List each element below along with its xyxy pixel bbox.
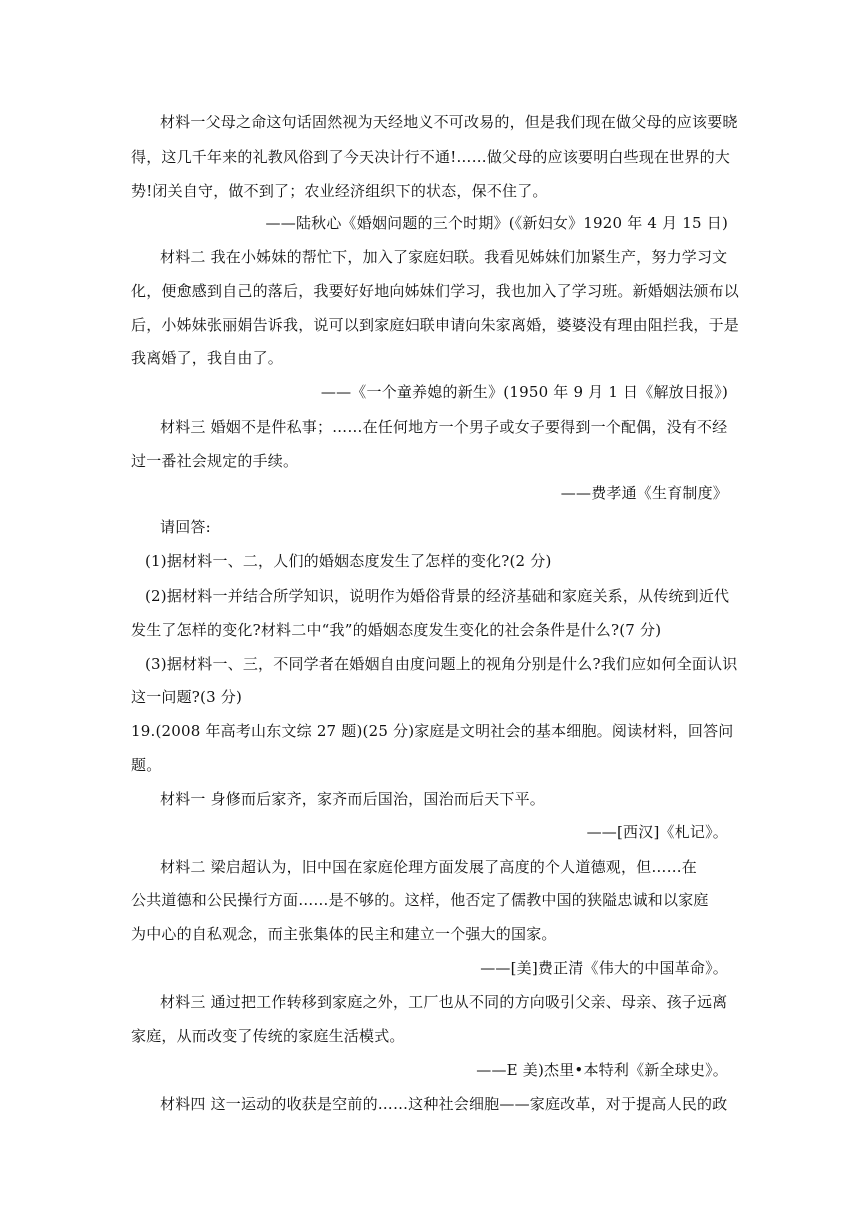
text-line: 这一问题?(3 分) [131, 688, 243, 706]
text-line: 材料三 通过把工作转移到家庭之外，工厂也从不同的方向吸引父亲、母亲、孩子远离 [160, 993, 728, 1011]
text-line: 题。 [131, 756, 162, 774]
text-line: 请回答: [160, 518, 211, 536]
source-citation: ——[西汉]《札记》。 [586, 823, 728, 841]
question-item: (3)据材料一、三，不同学者在婚姻自由度问题上的视角分别是什么?我们应如何全面认识 [145, 655, 738, 673]
text-line: 家庭，从而改变了传统的家庭生活模式。 [131, 1027, 405, 1045]
text-line: 材料四 这一运动的收获是空前的……这种社会细胞——家庭改革，对于提高人民的政 [160, 1095, 728, 1113]
text-line: 材料二 梁启超认为，旧中国在家庭伦理方面发展了高度的个人道德观，但……在 [160, 858, 697, 876]
text-line: 得，这几千年来的礼教风俗到了今天决计行不通!……做父母的应该要明白些现在世界的大 [131, 148, 731, 166]
text-line: 公共道德和公民操行方面……是不够的。这样，他否定了儒教中国的狭隘忠诚和以家庭 [131, 891, 709, 909]
source-citation: ——费孝通《生育制度》 [560, 484, 728, 502]
text-line: 材料二 我在小姊妹的帮忙下，加入了家庭妇联。我看见姊妹们加紧生产，努力学习文 [160, 248, 728, 266]
text-line: 势!闭关自守，做不到了；农业经济组织下的状态，保不住了。 [131, 182, 548, 200]
text-line: 后，小姊妹张丽娟告诉我，说可以到家庭妇联申请向朱家离婚，婆婆没有理由阻拦我，于是 [131, 316, 740, 334]
text-line: 材料一父母之命这句话固然视为天经地义不可改易的，但是我们现在做父母的应该要晓 [160, 113, 738, 131]
text-line: 发生了怎样的变化?材料二中“我”的婚姻态度发生变化的社会条件是什么?(7 分) [131, 621, 662, 639]
source-citation: ——陆秋心《婚姻问题的三个时期》(《新妇女》1920 年 4 月 15 日) [265, 214, 728, 232]
source-citation: ——《一个童养媳的新生》(1950 年 9 月 1 日《解放日报》) [320, 383, 728, 401]
text-line: 我离婚了，我自由了。 [131, 349, 284, 367]
text-line: 过一番社会规定的手续。 [131, 452, 299, 470]
text-line: 材料三 婚姻不是件私事；……在任何地方一个男子或女子要得到一个配偶，没有不经 [160, 418, 728, 436]
text-line: 为中心的自私观念，而主张集体的民主和建立一个强大的国家。 [131, 925, 557, 943]
source-citation: ——E 美)杰里•本特利《新全球史》。 [476, 1061, 728, 1079]
question-heading: 19.(2008 年高考山东文综 27 题)(25 分)家庭是文明社会的基本细胞。阅读材料，回答问 [131, 722, 734, 740]
question-item: (2)据材料一并结合所学知识，说明作为婚俗背景的经济基础和家庭关系，从传统到近代 [145, 587, 730, 605]
text-line: 材料一 身修而后家齐，家齐而后国治，国治而后天下平。 [160, 790, 545, 808]
source-citation: ——[美]费正清《伟大的中国革命》。 [480, 959, 728, 977]
text-line: 化，便愈感到自己的落后，我要好好地向姊妹们学习，我也加入了学习班。新婚姻法颁布以 [131, 282, 740, 300]
question-item: (1)据材料一、二，人们的婚姻态度发生了怎样的变化?(2 分) [145, 552, 552, 570]
